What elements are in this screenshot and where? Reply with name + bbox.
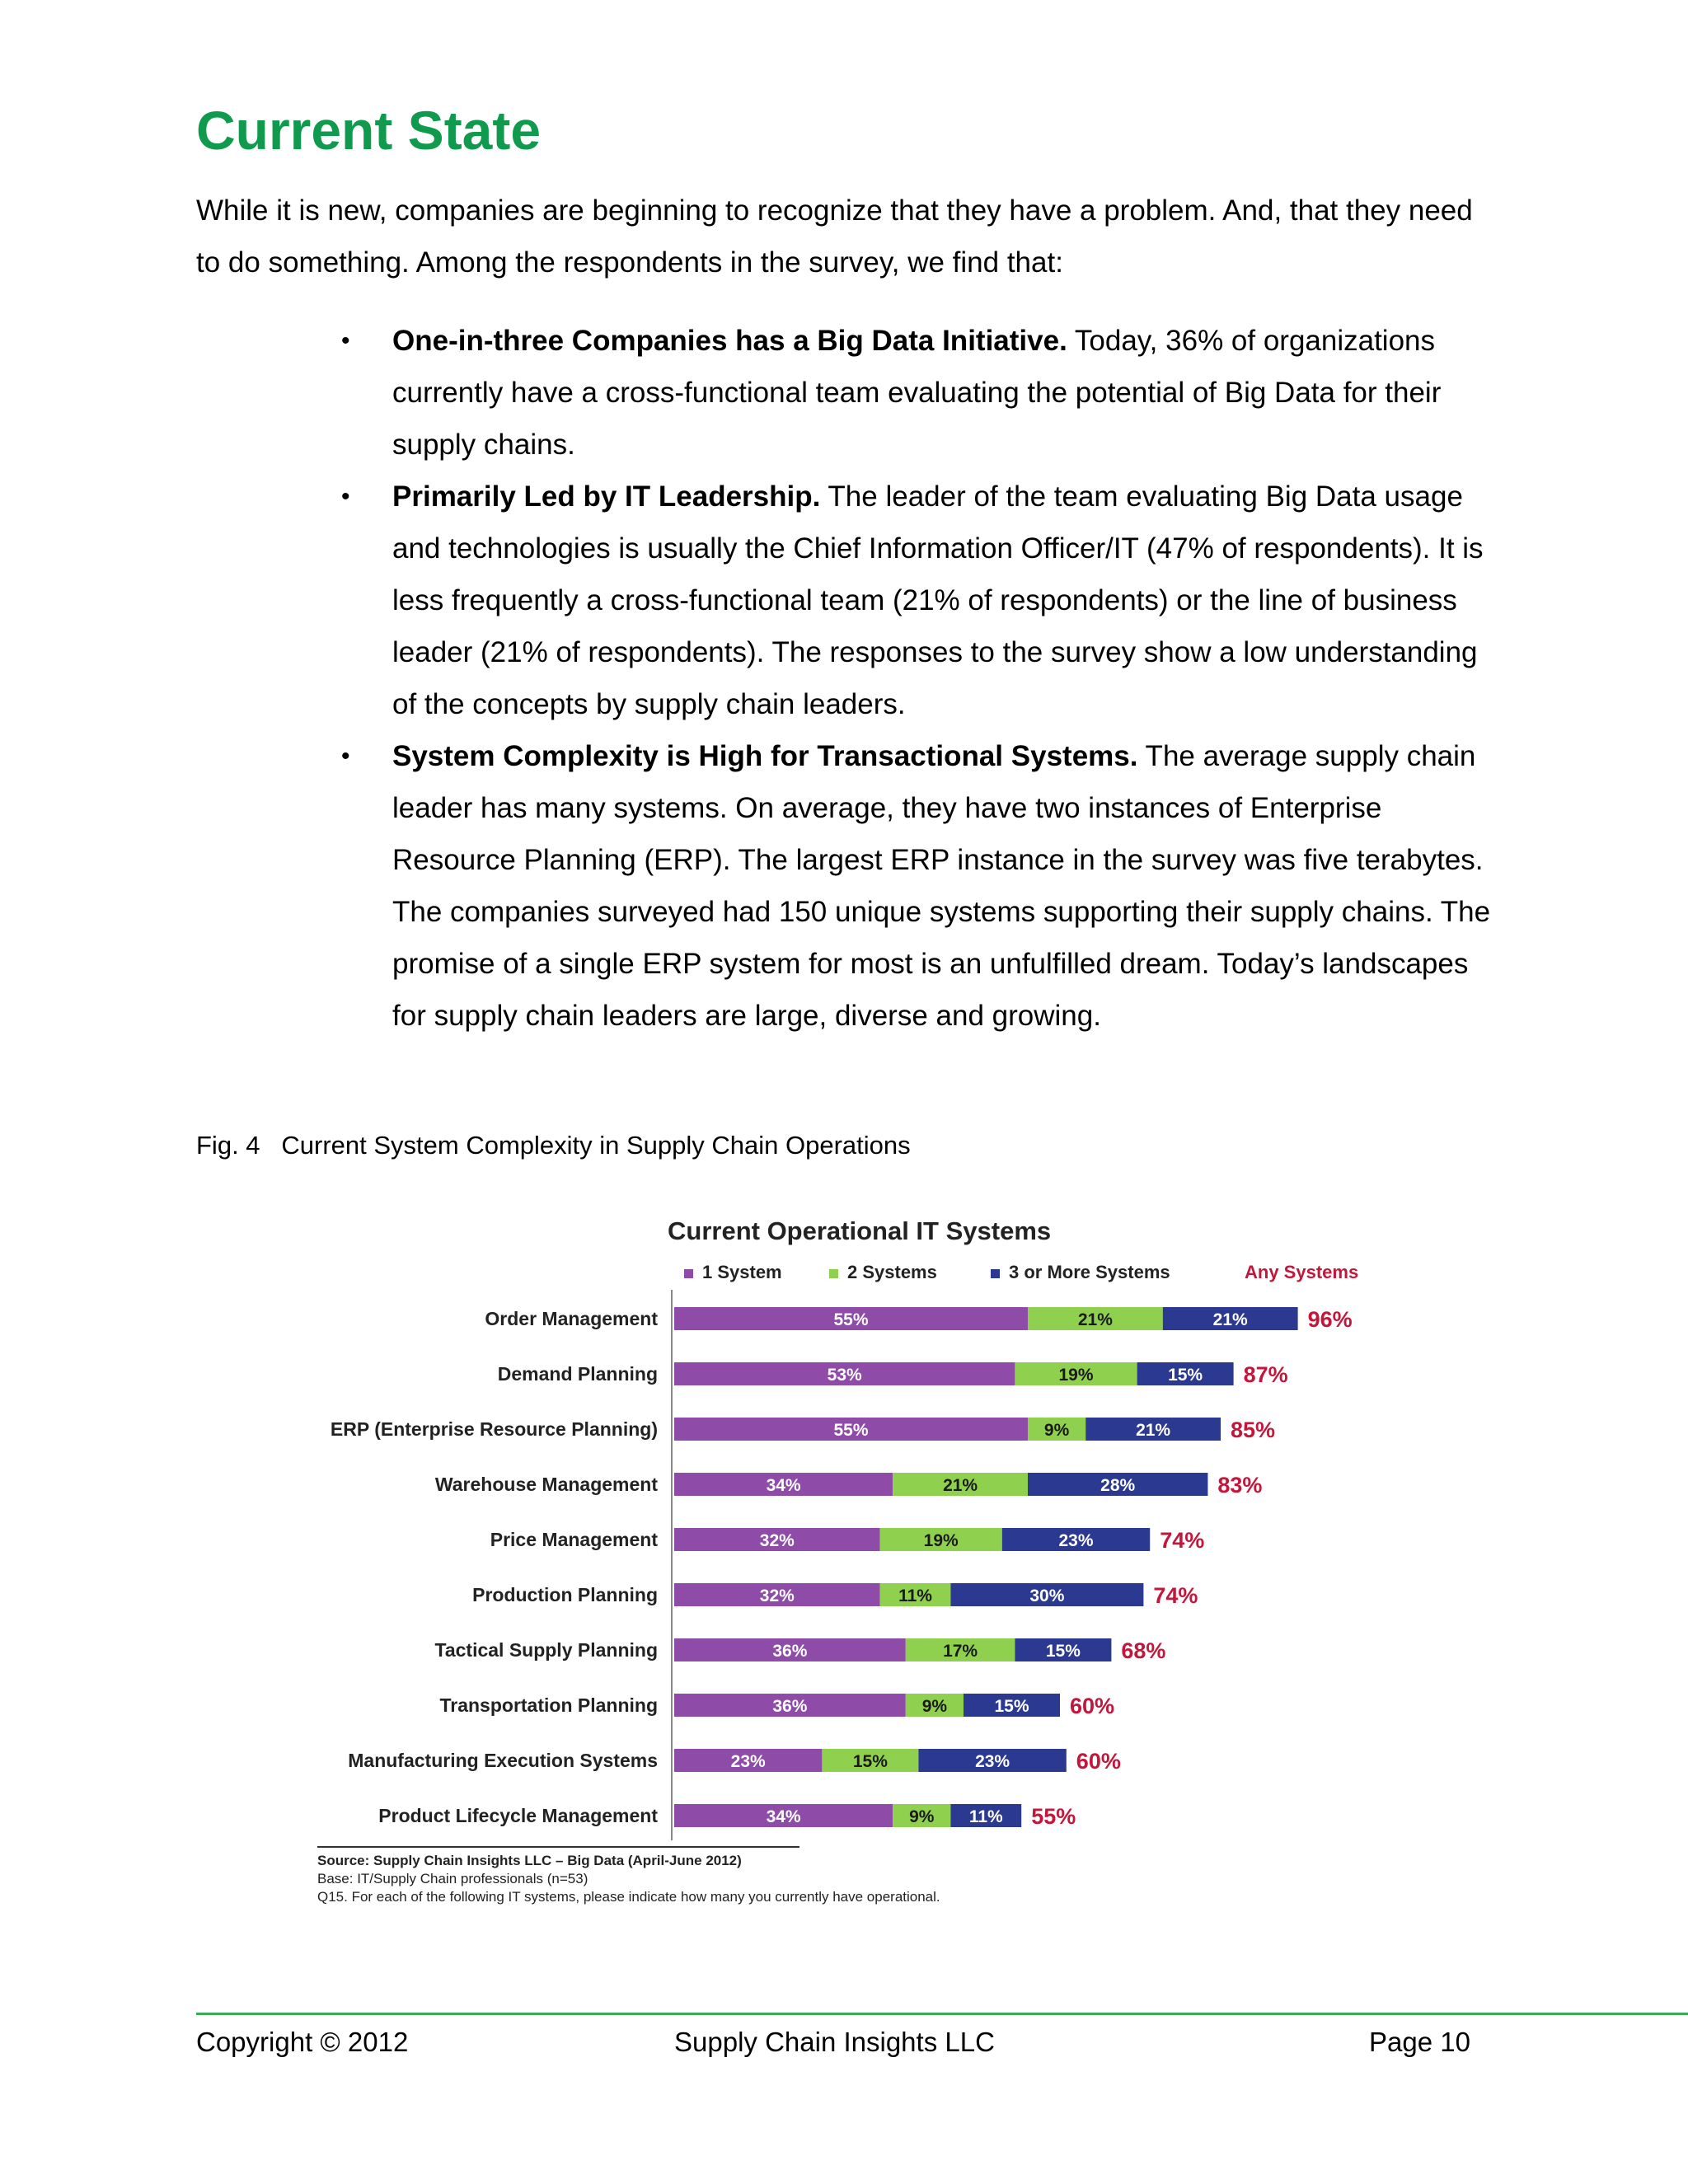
data-label: 9%: [921, 1697, 948, 1716]
legend-swatch: [829, 1269, 838, 1278]
data-label: 9%: [1043, 1421, 1070, 1440]
footer-page-number: Page 10: [1369, 2027, 1470, 2057]
bullet-glyph: •: [341, 743, 350, 770]
chart-title: Current Operational IT Systems: [668, 1216, 1052, 1245]
data-label: 34%: [766, 1476, 801, 1495]
data-label: 32%: [759, 1531, 795, 1550]
data-label: 11%: [968, 1807, 1003, 1826]
data-label: 55%: [833, 1310, 869, 1329]
category-label: Demand Planning: [497, 1363, 658, 1385]
category-label: Manufacturing Execution Systems: [348, 1750, 658, 1771]
bullet-item: [341, 730, 1497, 1042]
data-label: 36%: [772, 1697, 808, 1716]
total-label: 60%: [1070, 1694, 1115, 1718]
bullet-text: The leader of the team evaluating Big Data usage and technologies is usually the Chief Information Officer/IT (47% of respondents). It is less frequently a cross-functional team (21% of respondents) or the line of business leader (21% of respondents). The responses to the survey show a low understanding of the concepts by supply chain leaders.: [392, 480, 1484, 720]
legend-label: 1 System: [702, 1262, 782, 1282]
total-label: 60%: [1076, 1749, 1121, 1774]
data-label: 23%: [730, 1752, 766, 1771]
total-label: 68%: [1121, 1638, 1166, 1663]
bullet-glyph: •: [341, 483, 350, 510]
data-label: 53%: [827, 1366, 862, 1385]
bullet-text: The average supply chain leader has many systems. On average, they have two instances of Enterprise Resource Planning (ERP). The largest ERP instance in the survey was five terabytes. The companies surveyed had 150 unique systems supporting their supply chains. The promise of a single ERP system for most is an unfulfilled dream. Today’s landscapes for supply chain leaders are large, diverse and growing.: [392, 740, 1491, 1032]
legend-label-totals: Any Systems: [1245, 1262, 1359, 1282]
data-label: 15%: [852, 1752, 888, 1771]
data-label: 55%: [833, 1421, 869, 1440]
question-note: Q15. For each of the following IT systems, please indicate how many you currently have operational.: [317, 1889, 940, 1905]
footer-divider: [196, 2013, 1688, 2015]
data-label: 9%: [909, 1807, 935, 1826]
data-label: 15%: [994, 1697, 1029, 1716]
bullet-heading: System Complexity is High for Transactional Systems.: [392, 740, 1138, 772]
legend-label: 3 or More Systems: [1009, 1262, 1170, 1282]
bullet-heading: One-in-three Companies has a Big Data Initiative.: [392, 325, 1067, 357]
data-label: 11%: [898, 1586, 932, 1605]
bullet-item: [341, 315, 1497, 471]
data-label: 32%: [759, 1586, 795, 1605]
data-label: 19%: [923, 1531, 959, 1550]
bullet-list: [341, 315, 1497, 1042]
data-label: 23%: [1058, 1531, 1094, 1550]
data-label: 19%: [1058, 1366, 1094, 1385]
total-label: 96%: [1307, 1307, 1353, 1332]
data-label: 36%: [772, 1642, 808, 1661]
data-label: 15%: [1045, 1642, 1081, 1661]
source-note: Source: Supply Chain Insights LLC – Big Data (April-June 2012): [317, 1853, 742, 1868]
intro-paragraph: While it is new, companies are beginning to recognize that they have a problem. And, that they need to do something. Among the respondents in the survey, we find that:: [196, 194, 1473, 279]
base-note: Base: IT/Supply Chain professionals (n=53): [317, 1871, 588, 1886]
category-label: Warehouse Management: [434, 1474, 658, 1495]
total-label: 87%: [1243, 1362, 1288, 1387]
total-label: 85%: [1231, 1418, 1276, 1442]
total-label: 74%: [1160, 1528, 1205, 1553]
total-label: 83%: [1217, 1473, 1263, 1497]
data-label: 23%: [975, 1752, 1010, 1771]
bullet-item: [341, 471, 1497, 730]
data-label: 34%: [766, 1807, 801, 1826]
data-label: 21%: [1077, 1310, 1113, 1329]
stacked-bar-chart: [288, 1203, 1409, 1920]
data-label: 21%: [1136, 1421, 1171, 1440]
category-label: Product Lifecycle Management: [378, 1805, 658, 1826]
page-title: Current State: [196, 100, 542, 161]
category-label: Transportation Planning: [439, 1694, 658, 1716]
figure-caption: Fig. 4 Current System Complexity in Supply Chain Operations: [196, 1131, 911, 1160]
bullet-text: Today, 36% of organizations currently have a cross-functional team evaluating the potential of Big Data for their supply chains.: [392, 325, 1442, 461]
category-label: Tactical Supply Planning: [434, 1639, 658, 1661]
footer-copyright: Copyright © 2012: [196, 2027, 409, 2057]
bullet-glyph: •: [341, 327, 350, 354]
legend-label: 2 Systems: [847, 1262, 937, 1282]
category-label: Order Management: [485, 1308, 658, 1329]
data-label: 17%: [943, 1642, 978, 1661]
category-label: Price Management: [490, 1529, 658, 1550]
data-label: 21%: [943, 1476, 978, 1495]
legend-swatch: [684, 1269, 693, 1278]
data-label: 21%: [1212, 1310, 1248, 1329]
legend-swatch: [991, 1269, 1000, 1278]
total-label: 74%: [1153, 1583, 1198, 1608]
footer-company: Supply Chain Insights LLC: [674, 2027, 995, 2057]
total-label: 55%: [1031, 1804, 1076, 1829]
data-label: 15%: [1168, 1366, 1203, 1385]
category-label: Production Planning: [472, 1584, 658, 1605]
category-label: ERP (Enterprise Resource Planning): [330, 1418, 658, 1440]
bullet-heading: Primarily Led by IT Leadership.: [392, 480, 821, 513]
data-label: 28%: [1100, 1476, 1136, 1495]
data-label: 30%: [1029, 1586, 1065, 1605]
